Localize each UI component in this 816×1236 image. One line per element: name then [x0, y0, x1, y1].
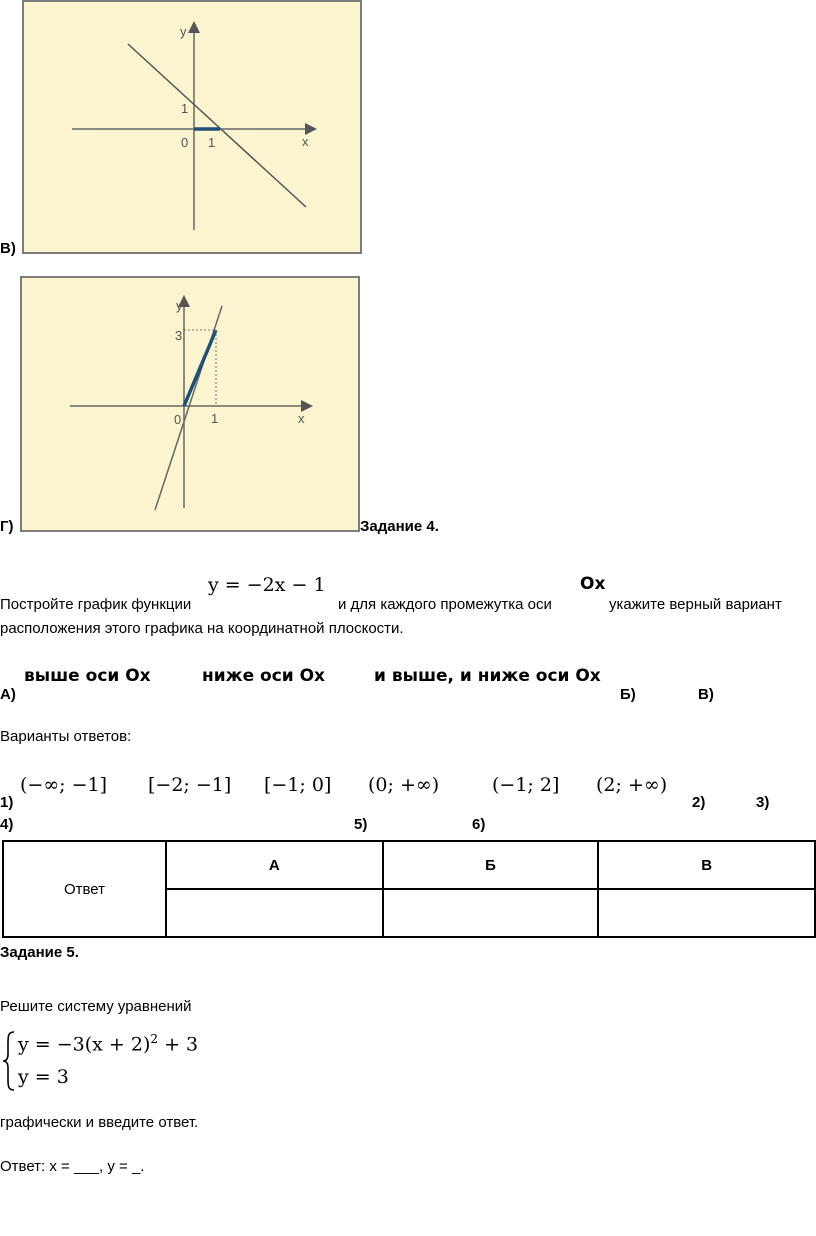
task5-text2: графически и введите ответ. [0, 1114, 199, 1131]
num-1: 1) [0, 794, 14, 811]
graph-g [22, 278, 358, 530]
y-axis-label: y [176, 298, 183, 313]
x-axis-label: x [302, 134, 309, 149]
answer-table [2, 840, 816, 938]
tick-x-1: 1 [208, 135, 216, 150]
task4-text-middle: и для каждого промежутка оси [338, 596, 552, 613]
equation-2: y = 3 [18, 1066, 69, 1088]
task5-answer: Ответ: х = ___, у = _. [0, 1158, 145, 1175]
interval-3: [−1; 0] [264, 774, 332, 796]
label-a: А) [0, 686, 16, 703]
option-above-axis: выше оси Ox [24, 666, 151, 686]
y-axis-label: y [180, 24, 187, 39]
task4-text-after: укажите верный вариант [609, 596, 782, 613]
system-brace [2, 1030, 16, 1092]
interval-1: (−∞; −1] [20, 774, 108, 796]
equation-1-power: 2 [150, 1032, 159, 1046]
equation-1-main: y = −3(x + 2) [18, 1033, 151, 1056]
highlight-segment [184, 330, 216, 406]
x-axis-label: x [298, 411, 305, 426]
interval-4: (0; +∞) [368, 774, 440, 796]
variants-label: Варианты ответов: [0, 728, 132, 745]
label-v: В) [698, 686, 714, 703]
num-4: 4) [0, 816, 14, 833]
task4-axis-name: Ox [580, 574, 606, 594]
equation-1-tail: + 3 [164, 1033, 199, 1056]
figure-label-g: Г) [0, 518, 14, 535]
answer-cell-v[interactable] [598, 889, 815, 937]
task4-formula: y = −2x − 1 [208, 574, 326, 596]
num-5: 5) [354, 816, 368, 833]
tick-y-3: 3 [175, 328, 183, 343]
answer-header-v: В [598, 841, 815, 889]
answer-header-a: А [166, 841, 383, 889]
answer-row-label: Ответ [3, 841, 166, 937]
label-b: Б) [620, 686, 636, 703]
tick-x-1: 1 [211, 411, 219, 426]
answer-cell-a[interactable] [166, 889, 383, 937]
interval-2: [−2; −1] [148, 774, 232, 796]
tick-origin: 0 [174, 412, 182, 427]
num-3: 3) [756, 794, 770, 811]
task4-title: Задание 4. [360, 518, 439, 535]
num-2: 2) [692, 794, 706, 811]
task4-line2: расположения этого графика на координатной плоскости. [0, 620, 404, 637]
graph-panel-g [20, 276, 360, 532]
answer-cell-b[interactable] [383, 889, 599, 937]
tick-y-1: 1 [181, 101, 189, 116]
task5-title: Задание 5. [0, 944, 79, 961]
answer-header-b: Б [383, 841, 599, 889]
graph-v [24, 2, 360, 252]
option-both: и выше, и ниже оси Ox [374, 666, 601, 686]
interval-5: (−1; 2] [492, 774, 560, 796]
equation-1 [18, 1032, 198, 1055]
figure-label-v: В) [0, 240, 16, 257]
function-line [128, 44, 306, 207]
task4-text-before: Постройте график функции [0, 596, 192, 613]
tick-origin: 0 [181, 135, 189, 150]
graph-panel-v [22, 0, 362, 254]
num-6: 6) [472, 816, 486, 833]
task5-text: Решите систему уравнений [0, 998, 192, 1015]
interval-6: (2; +∞) [596, 774, 668, 796]
option-below-axis: ниже оси Ox [202, 666, 326, 686]
